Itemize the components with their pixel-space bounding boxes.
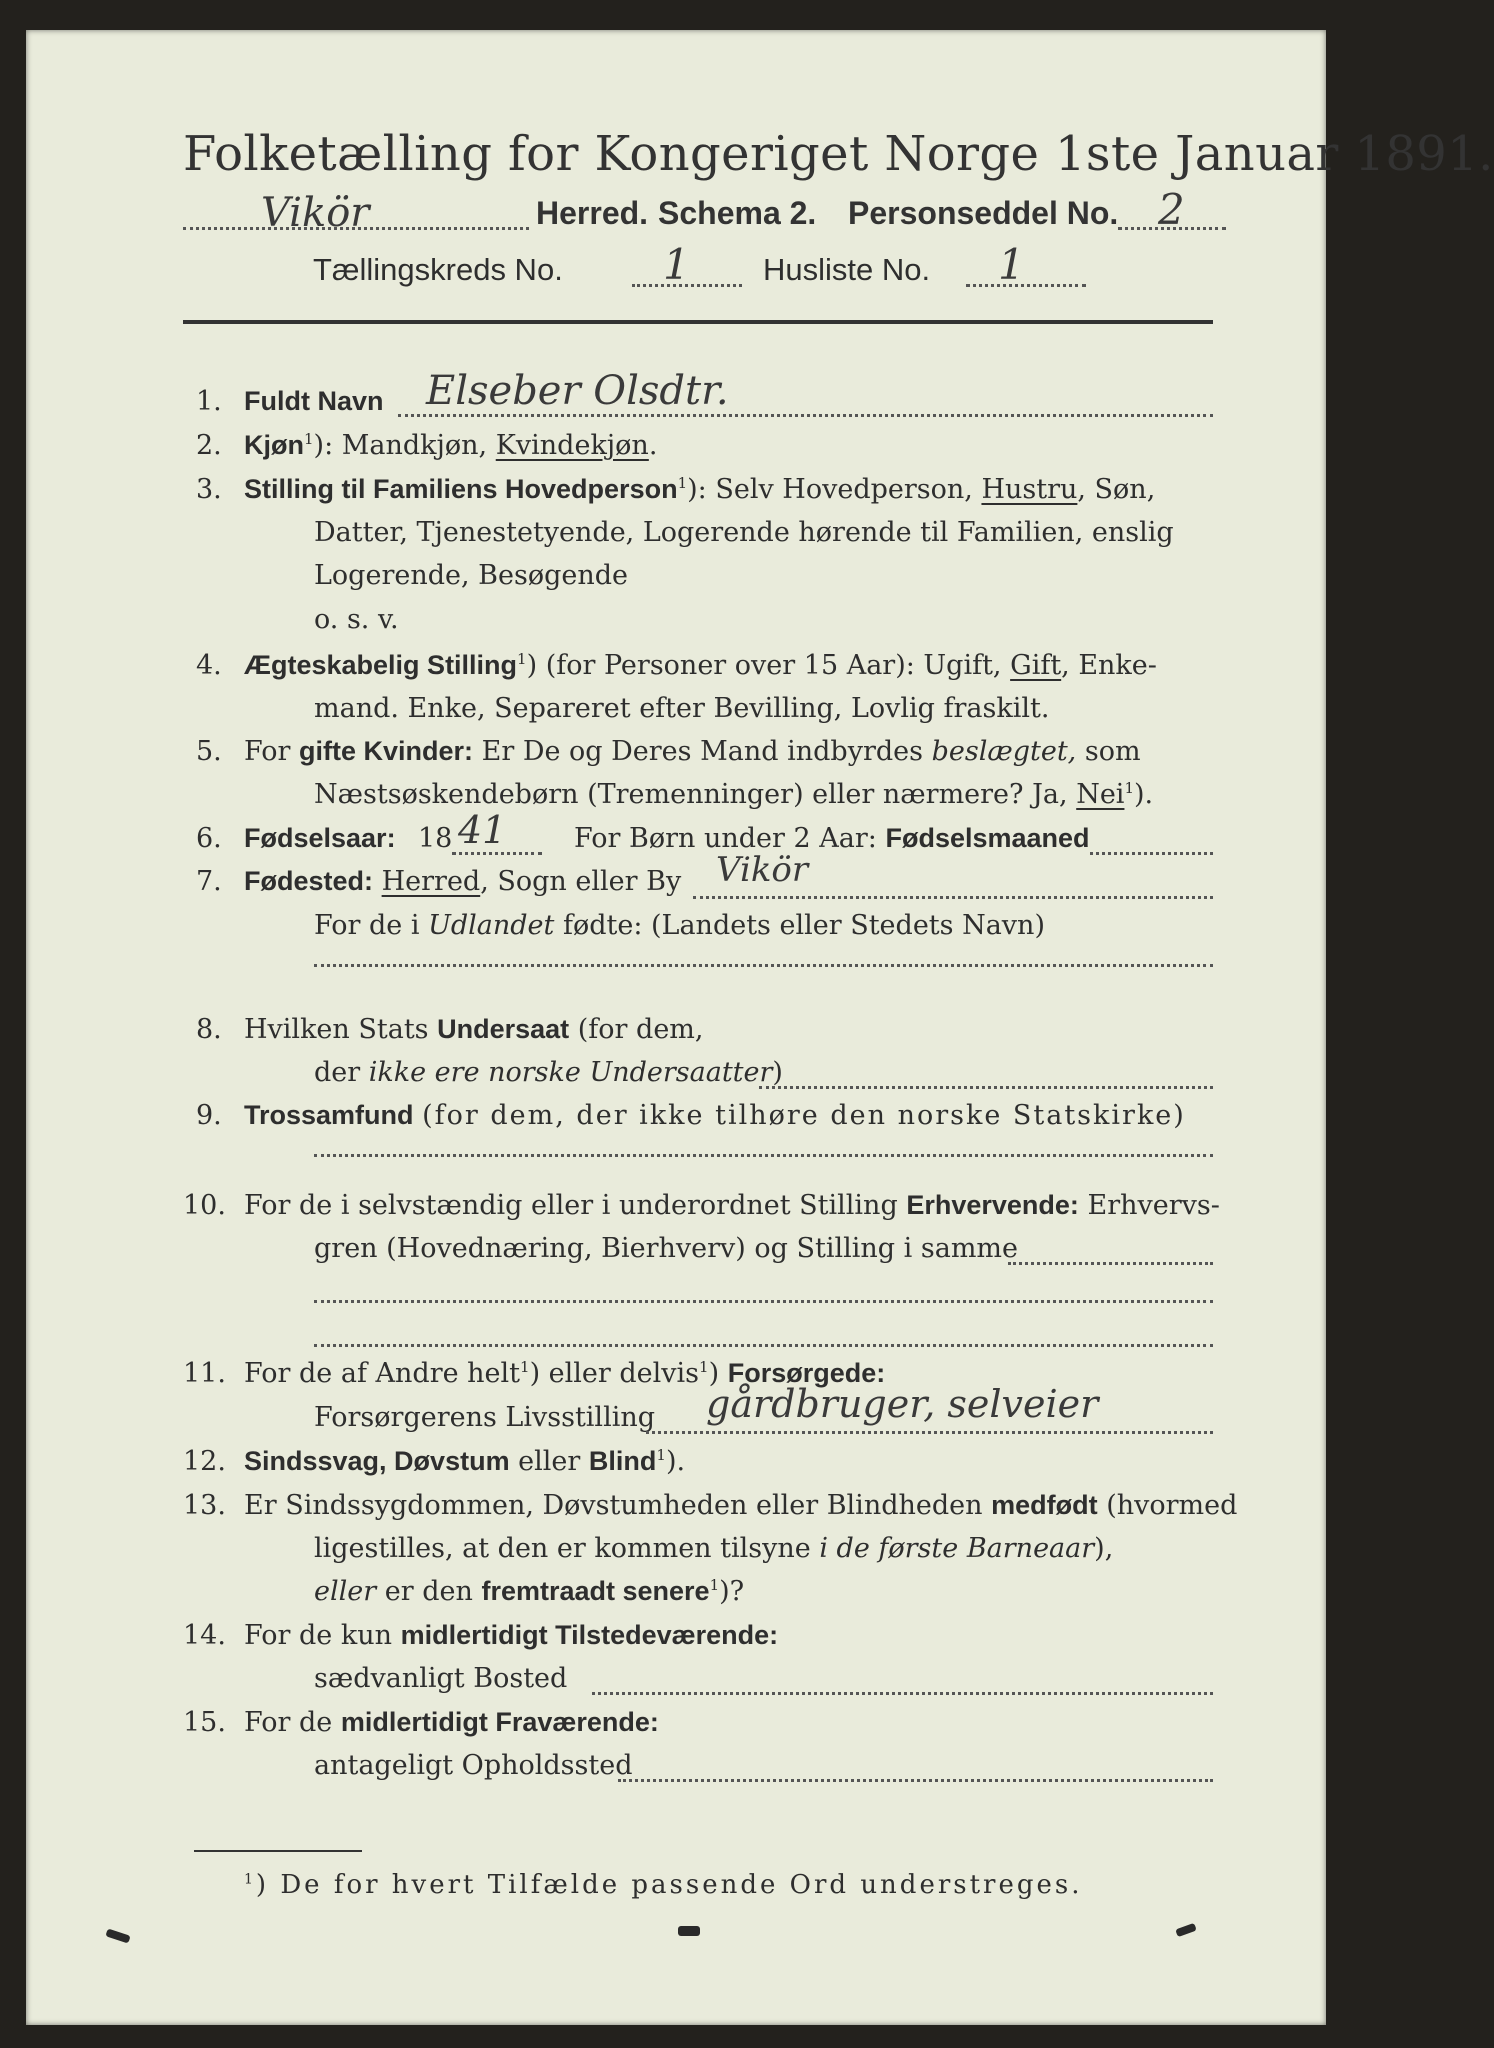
q13-line1a: Er Sindssygdommen, Døvstumheden eller Blindheden	[244, 1490, 983, 1521]
q14-line1a: For de kun	[244, 1620, 392, 1651]
q3-line1b: , Søn,	[1077, 474, 1156, 505]
q5-line1	[244, 736, 1141, 767]
footnote	[244, 1870, 1083, 1900]
q11-line1: For de af Andre helt$^1$) eller delvis$^1$) Forsørgede:	[244, 1358, 886, 1389]
q5-line1a: Er De og Deres Mand indbyrdes	[481, 736, 923, 767]
q10-number: 10.	[183, 1190, 226, 1221]
herred-value: Vikör	[261, 190, 370, 236]
q13-line3-bold: fremtraadt senere	[481, 1576, 710, 1606]
q13-line3a: er den	[384, 1576, 473, 1607]
q14-line2: sædvanligt Bosted	[314, 1663, 568, 1694]
q4-selected-option: Gift	[1010, 650, 1062, 681]
q6-month-dotted-line	[1090, 852, 1213, 855]
q13-line1b: (hvormed	[1106, 1490, 1238, 1521]
q14-number: 14.	[183, 1620, 226, 1651]
q15-dotted-line	[618, 1779, 1213, 1782]
ink-speck	[678, 1926, 700, 1936]
q10-dotted-line-2	[314, 1300, 1213, 1303]
q4-label: Ægteskabelig Stilling	[244, 650, 518, 680]
q7-foreign-dotted-line	[314, 964, 1213, 967]
q3-footnote-mark: 1	[677, 474, 688, 492]
q14-line1-bold: midlertidigt Tilstedeværende:	[400, 1620, 779, 1650]
q6-value: 41	[458, 808, 507, 852]
q7-line2-italic: Udlandet	[428, 910, 555, 941]
q15-line1a: For de	[244, 1707, 333, 1738]
q1-value: Elseber Olsdtr.	[426, 368, 729, 414]
q10-line1a: For de i selvstændig eller i underordnet Stilling	[244, 1190, 898, 1221]
q11-value: gårdbruger, selveier	[706, 1382, 1099, 1426]
q8-dotted-line	[759, 1086, 1213, 1089]
q7-selected-option: Herred	[381, 866, 481, 897]
q7-number: 7.	[196, 866, 222, 897]
q5-label-a: For	[244, 736, 291, 767]
q4-line2: mand. Enke, Separeret efter Bevilling, Lovlig fraskilt.	[314, 693, 1050, 724]
personseddel-value: 2	[1158, 185, 1185, 234]
q15-number: 15.	[183, 1707, 226, 1738]
q4-number: 4.	[196, 650, 222, 681]
q15-line1	[244, 1707, 659, 1738]
husliste-label: Husliste No.	[763, 252, 931, 287]
q13-line2-italic: i de første Barneaar	[819, 1533, 1095, 1564]
q3-line3: Logerende, Besøgende	[314, 560, 628, 591]
q5-line2a: Næstsøskendebørn (Tremenninger) eller nærmere? Ja,	[314, 779, 1068, 810]
q12-rest-b: ).	[665, 1446, 686, 1477]
kreds-value: 1	[663, 240, 690, 289]
q10-line2: gren (Hovednæring, Bierhverv) og Stilling i samme	[314, 1233, 1019, 1264]
q9-rest: (for dem, der ikke tilhøre den norske Statskirke)	[422, 1100, 1186, 1131]
q5-line2	[314, 779, 1153, 810]
q9-number: 9.	[196, 1100, 222, 1131]
q7-rest: , Sogn eller By	[480, 866, 682, 897]
q11-line1-bold: Forsørgede:	[727, 1358, 886, 1388]
q7-dotted-line	[693, 896, 1213, 899]
q12-rest-bold: Blind	[588, 1446, 657, 1476]
q13-footnote-mark: 1	[709, 1576, 720, 1594]
q11-line2: Forsørgerens Livsstilling	[314, 1402, 656, 1433]
personseddel-label: Personseddel No.	[848, 195, 1119, 231]
q6-year-dotted-line	[452, 852, 542, 855]
ink-speck	[1175, 1923, 1197, 1937]
q6-number: 6.	[196, 823, 222, 854]
q7-label: Fødested:	[244, 866, 374, 896]
q3-line1a: ): Selv Hovedperson,	[687, 474, 973, 505]
q13-line1-bold: medfødt	[991, 1490, 1098, 1520]
q3-line2: Datter, Tjenestetyende, Logerende hørende til Familien, enslig	[314, 517, 1174, 548]
q1-dotted-line	[398, 414, 1213, 417]
q5-line2b: ).	[1134, 779, 1154, 810]
q11-dotted-line	[646, 1431, 1213, 1434]
q11-line1b: ) eller delvis	[529, 1358, 700, 1389]
q4-line1b: , Enke-	[1061, 650, 1157, 681]
q9-label: Trossamfund	[244, 1100, 414, 1130]
q6-rest-text: For Børn under 2 Aar:	[574, 823, 877, 854]
kreds-label: Tællingskreds No.	[313, 252, 563, 287]
q2-number: 2.	[196, 430, 222, 461]
q8-line1b: (for dem,	[577, 1014, 704, 1045]
q13-line1	[244, 1490, 1237, 1521]
q12-label: Sindssvag, Døvstum	[244, 1446, 510, 1476]
q5-number: 5.	[196, 736, 222, 767]
q13-line2a: ligestilles, at den er kommen tilsyne	[314, 1533, 811, 1564]
q2-end: .	[648, 430, 658, 461]
q8-line2a: der	[314, 1057, 361, 1088]
census-form-sheet	[26, 30, 1494, 2025]
header-divider	[183, 320, 1213, 324]
q3-line1	[244, 474, 1155, 505]
q14-line1	[244, 1620, 778, 1651]
q5-footnote-mark: 1	[1124, 779, 1134, 797]
q2-footnote-mark: 1	[304, 430, 314, 448]
q5-line1b: som	[1084, 736, 1141, 767]
q11-footnote-mark-1: 1	[520, 1358, 530, 1376]
q8-line2	[314, 1057, 783, 1088]
q3-number: 3.	[196, 474, 222, 505]
q8-line1	[244, 1014, 703, 1045]
q2-rest: ): Mandkjøn,	[313, 430, 488, 461]
q4-footnote-mark: 1	[517, 650, 527, 668]
q13-line3b: )?	[719, 1576, 745, 1607]
q5-label-b: gifte Kvinder:	[299, 736, 474, 766]
q10-line1	[244, 1190, 1220, 1221]
footnote-text: ) De for hvert Tilfælde passende Ord understreges.	[255, 1870, 1083, 1900]
q2-text	[244, 430, 657, 461]
q8-line2-italic: ikke ere norske Undersaatter	[368, 1057, 773, 1088]
q11-line1a: For de af Andre helt	[244, 1358, 521, 1389]
q7-line2b: fødte: (Landets eller Stedets Navn)	[562, 910, 1045, 941]
q2-label: Kjøn	[244, 430, 304, 460]
form-title: Folketælling for Kongeriget Norge 1ste Januar 1891.	[183, 126, 1494, 182]
q7-line2	[314, 910, 1045, 941]
q15-line1-bold: midlertidigt Fraværende:	[340, 1707, 659, 1737]
q1-label: Fuldt Navn	[244, 386, 384, 416]
q9-line1	[244, 1100, 1186, 1131]
q12-footnote-mark: 1	[656, 1446, 666, 1464]
q13-line3	[314, 1576, 744, 1607]
q10-dotted-line-3	[314, 1344, 1213, 1347]
q10-dotted-line-1	[1008, 1262, 1213, 1265]
q10-line1-bold: Erhvervende:	[906, 1190, 1079, 1220]
q8-line1a: Hvilken Stats	[244, 1014, 429, 1045]
q12-line1	[244, 1446, 685, 1477]
q8-line2b: )	[772, 1057, 783, 1088]
q6-label: Fødselsaar:	[244, 823, 396, 853]
q2-selected-option: Kvindekjøn	[495, 430, 649, 461]
q15-line2: antageligt Opholdssted	[314, 1750, 633, 1781]
q13-line2	[314, 1533, 1113, 1564]
q7-line2a: For de i	[314, 910, 420, 941]
footnote-rule	[194, 1850, 362, 1852]
q4-line1	[244, 650, 1157, 681]
q13-line2b: ),	[1094, 1533, 1114, 1564]
q9-dotted-line	[314, 1154, 1213, 1157]
q3-line4: o. s. v.	[314, 604, 399, 635]
q8-line1-bold: Undersaat	[437, 1014, 570, 1044]
q13-line3-italic: eller	[314, 1576, 377, 1607]
husliste-dotted-line	[966, 284, 1086, 287]
q12-rest-a: eller	[518, 1446, 581, 1477]
q1-number: 1.	[196, 386, 222, 417]
q11-footnote-mark-2: 1	[699, 1358, 709, 1376]
q6-rest	[574, 823, 1090, 854]
q8-number: 8.	[196, 1014, 222, 1045]
ink-speck	[105, 1928, 130, 1943]
q5-selected-option: Nei	[1076, 779, 1125, 810]
q10-line1b: Erhvervs-	[1087, 1190, 1220, 1221]
herred-label: Herred.	[536, 195, 649, 231]
q11-number: 11.	[183, 1358, 226, 1389]
q14-dotted-line	[592, 1692, 1213, 1695]
q5-line1-italic: beslægtet,	[931, 736, 1077, 767]
q13-number: 13.	[183, 1490, 226, 1521]
q6-rest-bold: Fødselsmaaned	[885, 823, 1090, 853]
q3-selected-option: Hustru	[981, 474, 1078, 505]
q6-prefix: 18	[418, 823, 453, 854]
schema-label: Schema 2.	[658, 195, 817, 231]
q12-number: 12.	[183, 1446, 226, 1477]
q3-label: Stilling til Familiens Hovedperson	[244, 474, 678, 504]
q7-line1	[244, 866, 681, 897]
husliste-value: 1	[998, 240, 1025, 289]
footnote-mark: 1	[244, 1871, 256, 1888]
q4-line1a: ) (for Personer over 15 Aar): Ugift,	[526, 650, 1002, 681]
q7-value: Vikör	[716, 850, 809, 890]
